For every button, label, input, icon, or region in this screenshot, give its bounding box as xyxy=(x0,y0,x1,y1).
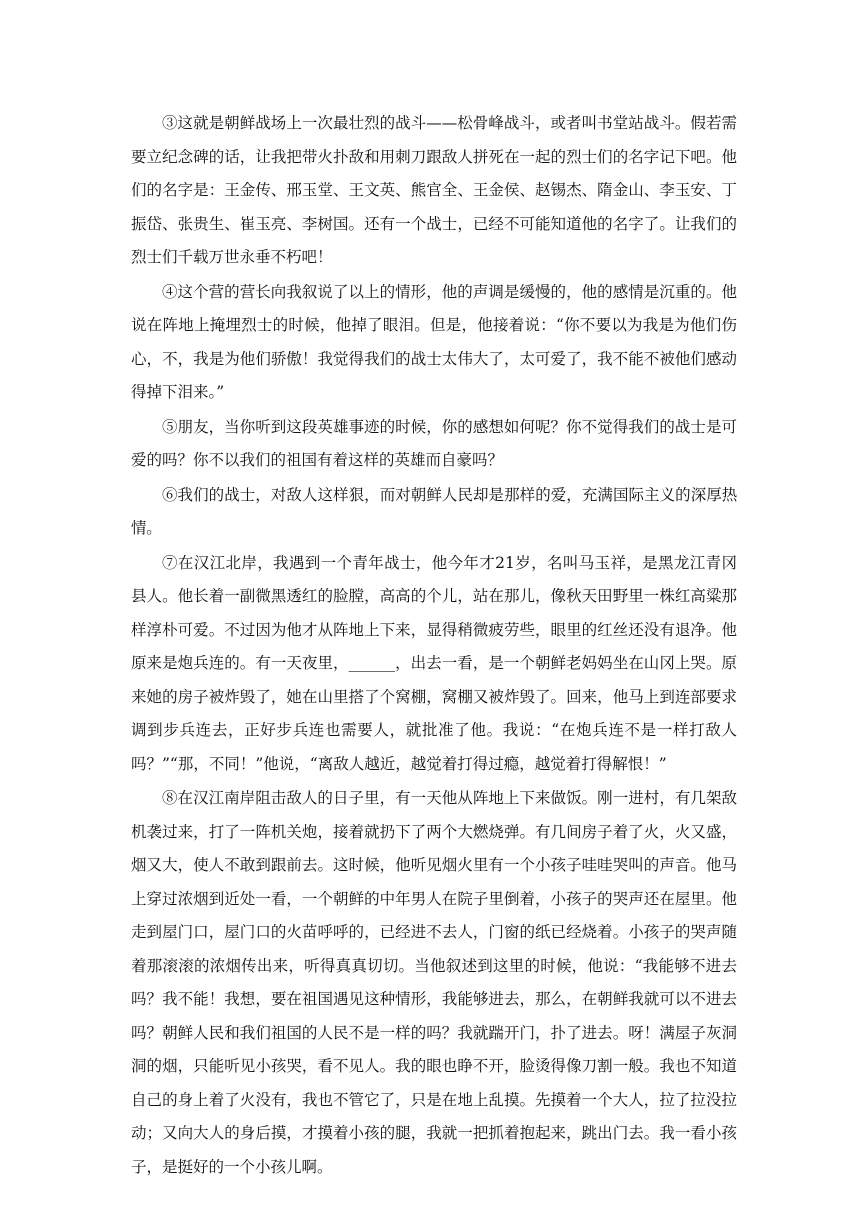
paragraph-3: ③这就是朝鲜战场上一次最壮烈的战斗——松骨峰战斗，或者叫书堂站战斗。假若需要立纪念碑的话，让我把带火扑敌和用刺刀跟敌人拼死在一起的烈士们的名字记下吧。他们的名字是：王金传、邢玉堂、王文英、熊官全、王金侯、赵锡杰、隋金山、李玉安、丁振岱、张贵生、崔玉亮、李树国。还有一个战士，已经不可能知道他的名字了。让我们的烈士们千载万世永垂不朽吧！ xyxy=(131,114,737,266)
paragraph-6: ⑥我们的战士，对敌人这样狠，而对朝鲜人民却是那样的爱，充满国际主义的深厚热情。 xyxy=(131,485,737,537)
paragraph-4: ④这个营的营长向我叙说了以上的情形，他的声调是缓慢的，他的感情是沉重的。他说在阵地上掩埋烈士的时候，他掉了眼泪。但是，他接着说：“你不要以为我是为他们伤心，不，我是为他们骄傲！我觉得我们的战士太伟大了，太可爱了，我不能不被他们感动得掉下泪来。” xyxy=(131,282,737,401)
paragraph-7: ⑦在汉江北岸，我遇到一个青年战士，他今年才21岁，名叫马玉祥，是黑龙江青冈县人。他长着一副微黑透红的脸膛，高高的个儿，站在那儿，像秋天田野里一株红高粱那样淳朴可爱。不过因为他才从阵地上下来，显得稍微疲劳些，眼里的红丝还没有退净。他原来是炮兵连的。有一天夜里，______，出去一看，是一个朝鲜老妈妈坐在山冈上哭。原来她的房子被炸毁了，她在山里搭了个窝棚，窝棚又被炸毁了。回来，他马上到连部要求调到步兵连去，正好步兵连也需要人，就批准了他。我说：“在炮兵连不是一样打敌人吗？”“那，不同！”他说，“离敌人越近，越觉着打得过瘾，越觉着打得解恨！” xyxy=(131,553,737,773)
paragraph-8: ⑧在汉江南岸阻击敌人的日子里，有一天他从阵地上下来做饭。刚一进村，有几架敌机袭过来，打了一阵机关炮，接着就扔下了两个大燃烧弹。有几间房子着了火，火又盛，烟又大，使人不敢到跟前去。这时候，他听见烟火里有一个小孩子哇哇哭叫的声音。他马上穿过浓烟到近处一看，一个朝鲜的中年男人在院子里倒着，小孩子的哭声还在屋里。他走到屋门口，屋门口的火苗呼呼的，已经进不去人，门窗的纸已经烧着。小孩子的哭声随着那滚滚的浓烟传出来，听得真真切切。当他叙述到这里的时候，他说：“我能够不进去吗？我不能！我想，要在祖国遇见这种情形，我能够进去，那么，在朝鲜我就可以不进去吗？朝鲜人民和我们祖国的人民不是一样的吗？我就踹开门，扑了进去。呀！满屋子灰洞洞的烟，只能听见小孩哭，看不见人。我的眼也睁不开，脸烫得像刀割一般。我也不知道自己的身上着了火没有，我也不管它了，只是在地上乱摸。先摸着一个大人，拉了拉没拉动；又向大人的身后摸，才摸着小孩的腿，我就一把抓着抱起来，跳出门去。我一看小孩子，是挺好的一个小孩儿啊。 xyxy=(131,789,737,1176)
article-body xyxy=(131,107,737,1185)
paragraph-5: ⑤朋友，当你听到这段英雄事迹的时候，你的感想如何呢？你不觉得我们的战士是可爱的吗？你不以我们的祖国有着这样的英雄而自豪吗？ xyxy=(131,417,737,469)
